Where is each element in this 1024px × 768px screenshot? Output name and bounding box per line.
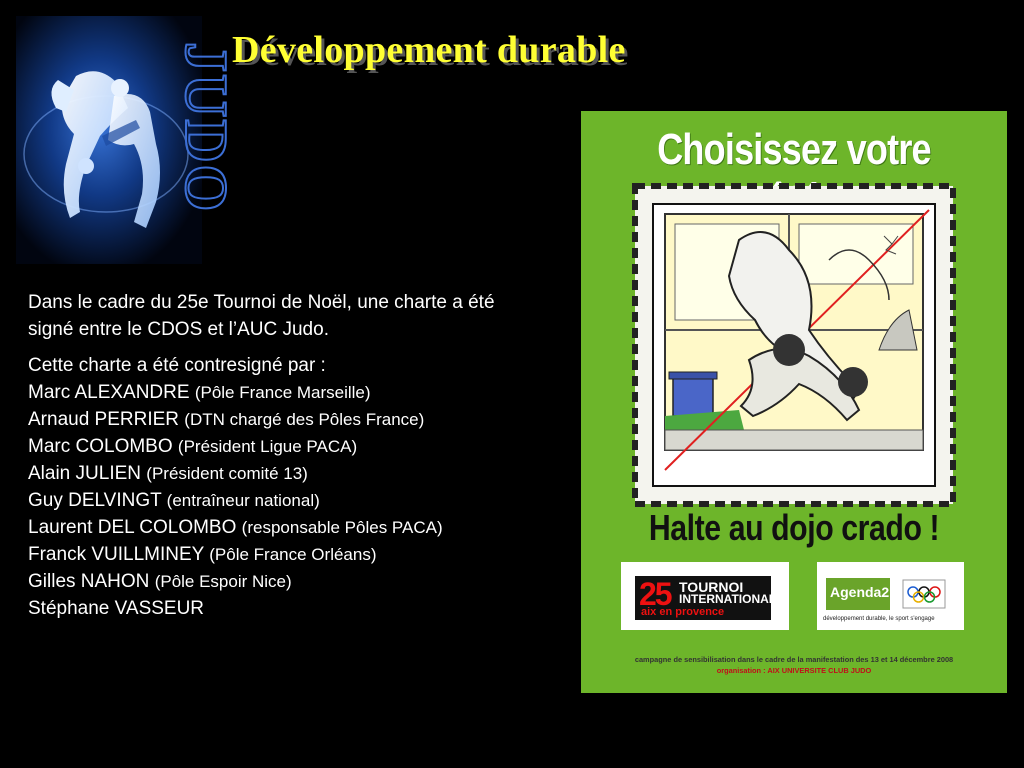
agenda21-caption: développement durable, le sport s'engage (823, 616, 935, 622)
slide-title: Développement durable (232, 29, 626, 71)
signer-role: (Pôle France Marseille) (194, 383, 371, 402)
stamp-illustration (629, 180, 959, 510)
tournoi-logo (621, 562, 789, 630)
tournoi-badge (635, 576, 777, 620)
body-text (28, 289, 568, 622)
signer-role: (Président comité 13) (146, 464, 308, 483)
tournoi-international: INTERNATIONAL (679, 592, 777, 606)
signers-intro: Cette charte a été contresigné par : (28, 355, 326, 376)
svg-text:JUDO: JUDO (173, 42, 239, 214)
signer-role: (Pôle Espoir Nice) (154, 572, 292, 591)
poster-headline: Choisissez votre (657, 125, 931, 174)
signer-role: (DTN chargé des Pôles France) (184, 410, 425, 429)
tournoi-word: TOURNOI (679, 579, 744, 595)
signer-row (28, 379, 568, 406)
tournoi-number: 25 (639, 576, 671, 612)
signer-row (28, 460, 568, 487)
poster-slogan: Halte au dojo crado ! (648, 507, 940, 548)
judo-logo (16, 16, 239, 264)
signer-row (28, 595, 568, 622)
organisation-text: organisation : AIX UNIVERSITE CLUB JUDO (716, 666, 872, 675)
signer-name: Stéphane VASSEUR (28, 598, 205, 619)
signer-name: Marc ALEXANDRE (28, 382, 190, 403)
signers-list (28, 379, 568, 622)
signer-name: Franck VUILLMINEY (28, 544, 204, 565)
agenda21-badge (826, 578, 897, 610)
signer-row (28, 568, 568, 595)
signer-role: (Président Ligue PACA) (177, 437, 358, 456)
judo-throw-logo-icon (16, 16, 239, 264)
signer-row (28, 433, 568, 460)
signer-name: Marc COLOMBO (28, 436, 173, 457)
signer-name: Alain JULIEN (28, 463, 141, 484)
campaign-text: campagne de sensibilisation dans le cadre de la manifestation des 13 et 14 décembre 2008 (634, 655, 954, 664)
signer-name: Guy DELVINGT (28, 490, 162, 511)
signer-name: Arnaud PERRIER (28, 409, 180, 430)
agenda21-logo (817, 562, 964, 630)
olympic-rings-icon (903, 580, 945, 608)
signer-role: (Pôle France Orléans) (209, 545, 377, 564)
signer-row (28, 514, 568, 541)
signer-row (28, 541, 568, 568)
agenda21-text: Agenda21 (830, 584, 897, 600)
signer-role: (responsable Pôles PACA) (241, 518, 443, 537)
signer-role: (entraîneur national) (166, 491, 320, 510)
campaign-poster (581, 111, 1007, 693)
signer-row (28, 406, 568, 433)
intro-paragraph: Dans le cadre du 25e Tournoi de Noël, une charte a été signé entre le CDOS et l’AUC Judo. (28, 292, 495, 340)
signer-name: Gilles NAHON (28, 571, 150, 592)
tournoi-city: aix en provence (641, 606, 725, 618)
signer-row (28, 487, 568, 514)
signer-name: Laurent DEL COLOMBO (28, 517, 237, 538)
